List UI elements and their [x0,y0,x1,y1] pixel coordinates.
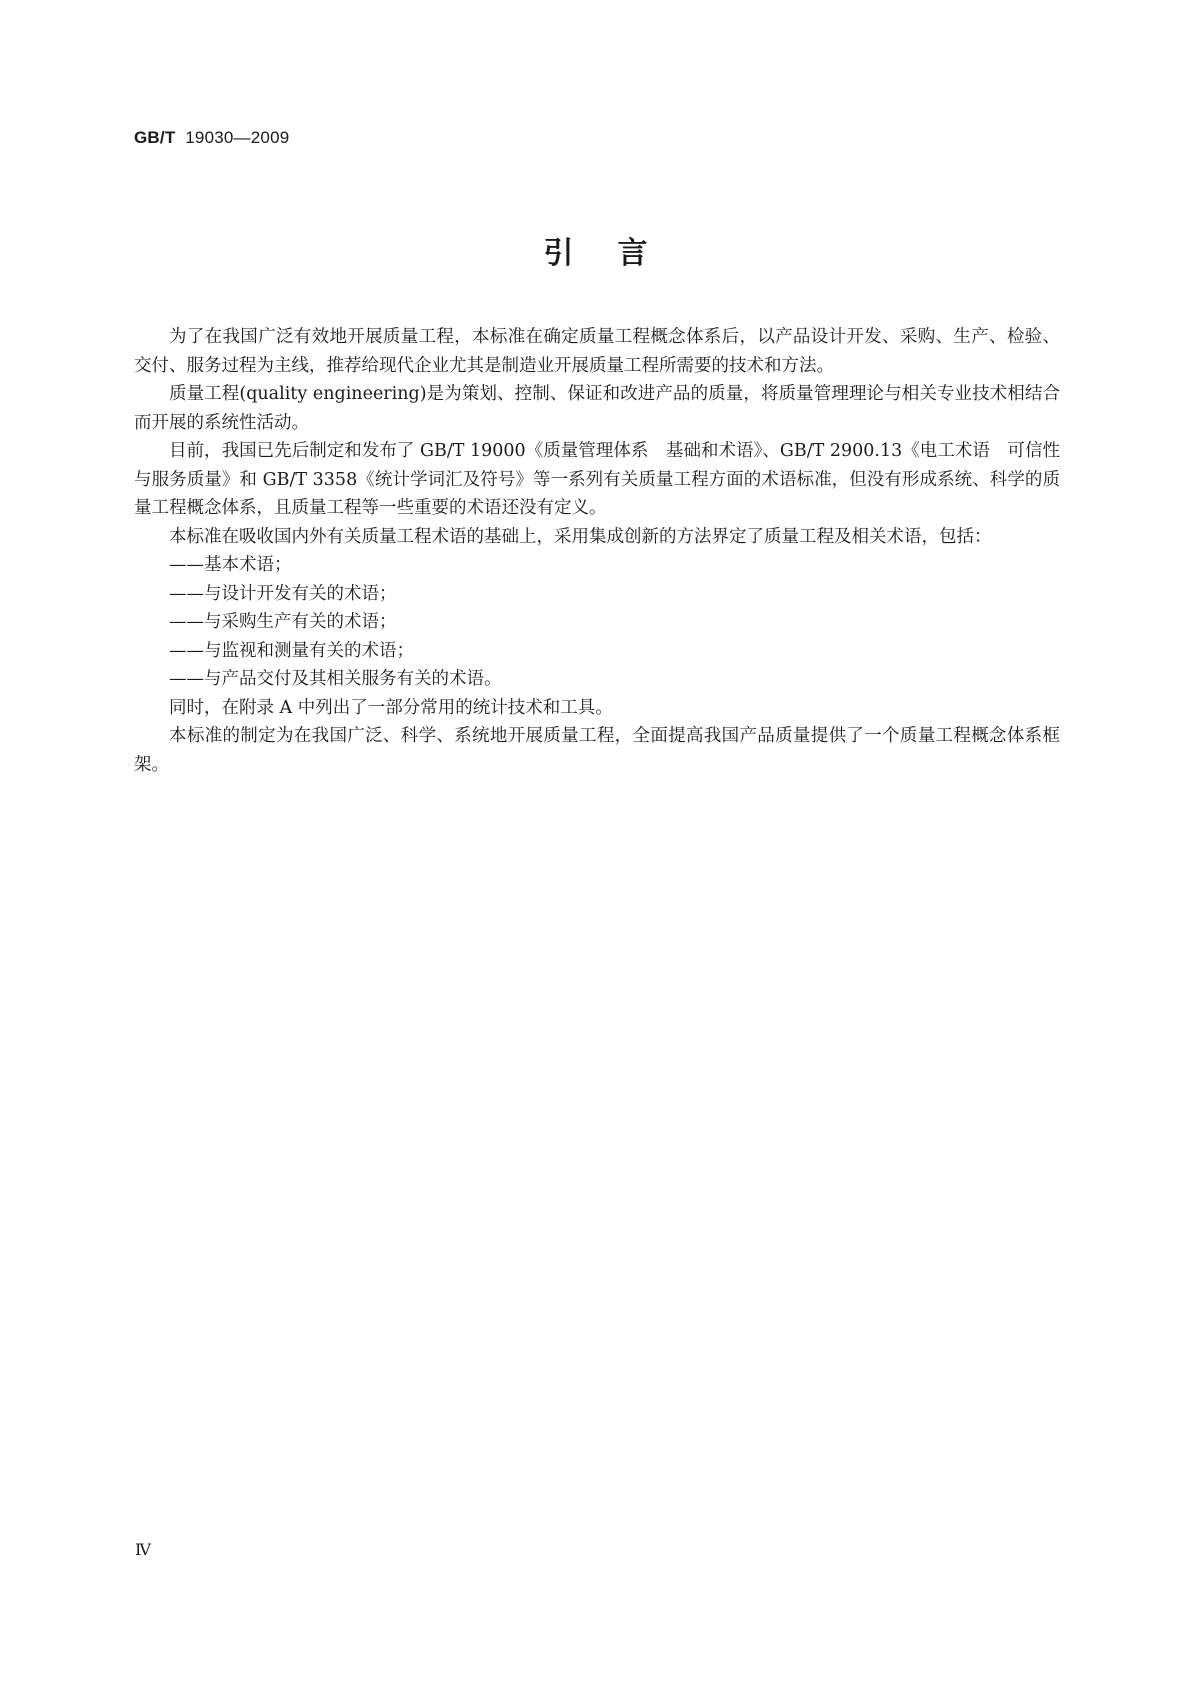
introduction-body [134,323,1060,779]
paragraph: 目前，我国已先后制定和发布了 GB/T 19000《质量管理体系 基础和术语》、GB/T 2900.13《电工术语 可信性与服务质量》和 GB/T 3358《统计学词汇及符号》等一系列有关质量工程方面的术语标准，但没有形成系统、科学的质量工程概念体系，且质量工程等一些重要的术语还没有定义。 [134,441,1060,518]
list-item: ——与设计开发有关的术语； [169,583,397,604]
list-item: ——基本术语； [169,555,292,575]
list-item: ——与采购生产有关的术语； [169,612,397,632]
paragraph: 本标准的制定为在我国广泛、科学、系统地开展质量工程，全面提高我国产品质量提供了一个质量工程概念体系框架。 [134,726,1060,775]
document-header [134,128,289,148]
list-item: ——与产品交付及其相关服务有关的术语。 [169,669,502,689]
section-title: 引言 [543,236,692,271]
page-number: Ⅳ [135,1542,151,1559]
standard-code: GB/T [134,128,176,147]
paragraph: 质量工程(quality engineering)是为策划、控制、保证和改进产品的质量，将质量管理理论与相关专业技术相结合而开展的系统性活动。 [134,384,1060,433]
paragraph: 同时，在附录 A 中列出了一部分常用的统计技术和工具。 [169,697,613,718]
list-item: ——与监视和测量有关的术语； [169,640,414,661]
standard-number: 19030—2009 [185,128,290,147]
paragraph: 为了在我国广泛有效地开展质量工程，本标准在确定质量工程概念体系后，以产品设计开发、采购、生产、检验、交付、服务过程为主线，推荐给现代企业尤其是制造业开展质量工程所需要的技术和方法。 [134,327,1060,376]
paragraph: 本标准在吸收国内外有关质量工程术语的基础上，采用集成创新的方法界定了质量工程及相关术语，包括： [169,526,992,547]
